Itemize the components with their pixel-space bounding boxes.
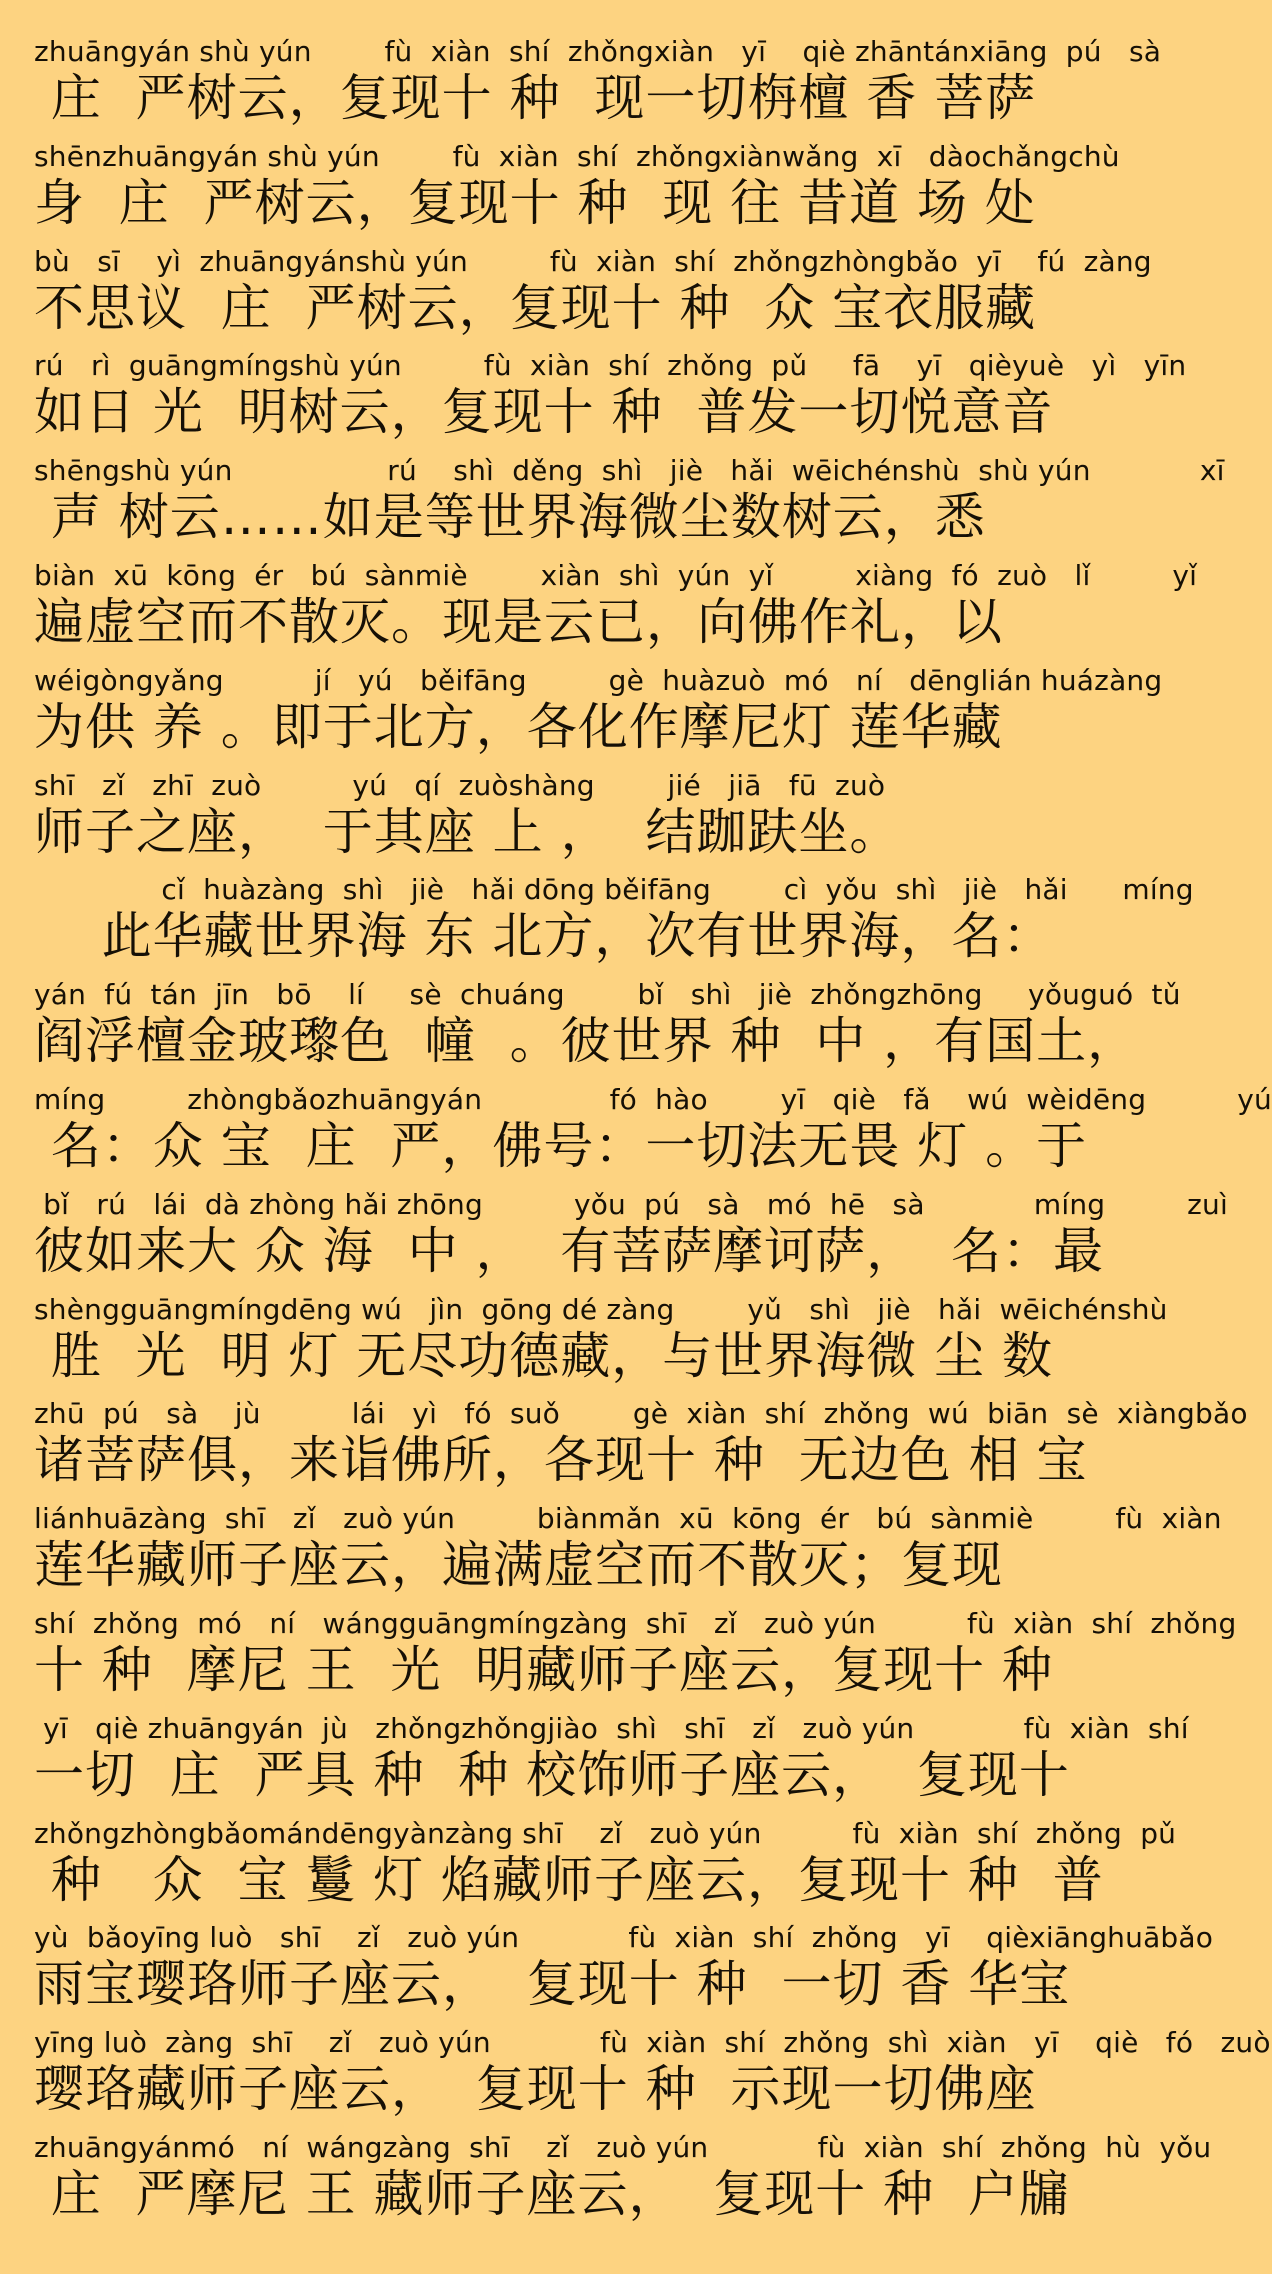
pinyin-line: bù sī yì zhuāngyánshù yún fù xiàn shí zhǒngzhòngbǎo yī fú zàng xyxy=(34,244,1152,278)
verse-line-8 xyxy=(34,768,1040,873)
verse-line-3 xyxy=(34,244,1152,349)
pinyin-line: shēngshù yún rú shì děng shì jiè hǎi wēichénshù shù yún xī xyxy=(34,454,1225,488)
hanzi-line: 一切 庄 严具 种 种 校饰师子座云， 复现十 xyxy=(34,1745,1070,1804)
pinyin-line: biàn xū kōng ér bú sànmiè xiàn shì yún yǐ xiàng fó zuò lǐ yǐ xyxy=(34,558,1198,592)
verse-line-1 xyxy=(34,34,1162,139)
hanzi-line: 璎珞藏师子座云， 复现十 种 示现一切佛座 xyxy=(34,2060,1037,2119)
verse-line-12 xyxy=(34,1187,1228,1292)
pinyin-line: cǐ huàzàng shì jiè hǎi dōng běifāng cì yǒu shì jiè hǎi míng xyxy=(34,873,1194,907)
pinyin-line: míng zhòngbǎozhuāngyán fó hào yī qiè fǎ wú wèidēng yú xyxy=(34,1082,1272,1116)
pinyin-line: shī zǐ zhī zuò yú qí zuòshàng jié jiā fū zuò xyxy=(34,768,886,802)
hanzi-line: 庄 严树云，复现十 种 现一切栴檀 香 菩萨 xyxy=(34,69,1037,127)
verse-line-7 xyxy=(34,663,1163,768)
verse-line-13 xyxy=(34,1292,1168,1397)
verse-line-9 xyxy=(34,872,1194,977)
pinyin-line: zhuāngyánmó ní wángzàng shī zǐ zuò yún fù xiàn shí zhǒng hù yǒu xyxy=(34,2130,1212,2164)
verse-line-5 xyxy=(34,453,1225,558)
hanzi-line: 雨宝璎珞师子座云， 复现十 种 一切 香 华宝 xyxy=(34,1955,1071,2014)
verse-line-14 xyxy=(34,1396,1248,1501)
hanzi-line: 名：众 宝 庄 严，佛号：一切法无畏 灯 。于 xyxy=(34,1116,1088,1175)
verse-line-2 xyxy=(34,139,1120,244)
verse-line-4 xyxy=(34,348,1187,453)
verse-line-10 xyxy=(34,977,1181,1082)
hanzi-line: 阎浮檀金玻瓈色 幢 。彼世界 种 中 ，有国土， xyxy=(34,1012,1139,1071)
hanzi-line: 为供 养 。即于北方，各化作摩尼灯 莲华藏 xyxy=(34,697,1003,756)
pinyin-line: yīng luò zàng shī zǐ zuò yún fù xiàn shí zhǒng shì xiàn yī qiè fó zuò xyxy=(34,2026,1271,2060)
verse-line-19 xyxy=(34,1920,1214,2025)
hanzi-line: 种 众 宝 鬘 灯 焰藏师子座云，复现十 种 普 xyxy=(34,1850,1104,1909)
pinyin-line: zhǒngzhòngbǎomándēngyànzàng shī zǐ zuò yún fù xiàn shí zhǒng pǔ xyxy=(34,1816,1177,1850)
pinyin-line: yī qiè zhuāngyán jù zhǒngzhǒngjiào shì shī zǐ zuò yún fù xiàn shí xyxy=(34,1711,1189,1745)
pinyin-line: wéigòngyǎng jí yú běifāng gè huàzuò mó ní dēnglián huázàng xyxy=(34,663,1163,697)
hanzi-line: 彼如来大 众 海 中 ， 有菩萨摩诃萨， 名：最 xyxy=(34,1221,1105,1280)
pinyin-line: yù bǎoyīng luò shī zǐ zuò yún fù xiàn shí zhǒng yī qièxiānghuābǎo xyxy=(34,1921,1214,1955)
pinyin-line: liánhuāzàng shī zǐ zuò yún biànmǎn xū kōng ér bú sànmiè fù xiàn xyxy=(34,1502,1222,1536)
verse-line-15 xyxy=(34,1501,1222,1606)
hanzi-line: 遍虚空而不散灭。现是云已，向佛作礼，以 xyxy=(34,592,1003,651)
verse-line-11 xyxy=(34,1082,1272,1187)
verse-line-20 xyxy=(34,2025,1271,2130)
hanzi-line: 莲华藏师子座云，遍满虚空而不散灭；复现 xyxy=(34,1536,1003,1595)
hanzi-line: 庄 严摩尼 王 藏师子座云， 复现十 种 户牖 xyxy=(34,2164,1070,2223)
hanzi-line: 声 树云……如是等世界海微尘数树云，悉 xyxy=(34,488,986,547)
pinyin-line: shí zhǒng mó ní wángguāngmíngzàng shī zǐ zuò yún fù xiàn shí zhǒng xyxy=(34,1606,1237,1640)
pinyin-line: zhū pú sà jù lái yì fó suǒ gè xiàn shí zhǒng wú biān sè xiàngbǎo xyxy=(34,1397,1248,1431)
pinyin-line: bǐ rú lái dà zhòng hǎi zhōng yǒu pú sà mó hē sà míng zuì xyxy=(34,1187,1228,1221)
pinyin-line: yán fú tán jīn bō lí sè chuáng bǐ shì jiè zhǒngzhōng yǒuguó tǔ xyxy=(34,978,1181,1012)
hanzi-line: 胜 光 明 灯 无尽功德藏，与世界海微 尘 数 xyxy=(34,1326,1054,1385)
pinyin-line: shēnzhuāngyán shù yún fù xiàn shí zhǒngxiànwǎng xī dàochǎngchù xyxy=(34,139,1120,173)
verse-line-21 xyxy=(34,2130,1212,2235)
verse-line-17 xyxy=(34,1711,1189,1816)
verse-line-6 xyxy=(34,558,1198,663)
hanzi-line: 十 种 摩尼 王 光 明藏师子座云，复现十 种 xyxy=(34,1640,1054,1699)
pinyin-line: rú rì guāngmíngshù yún fù xiàn shí zhǒng pǔ fā yī qièyuè yì yīn xyxy=(34,349,1187,383)
hanzi-line: 身 庄 严树云，复现十 种 现 往 昔道 场 处 xyxy=(34,173,1036,232)
hanzi-line: 不思议 庄 严树云，复现十 种 众 宝衣服藏 xyxy=(34,278,1037,337)
hanzi-line: 如日 光 明树云，复现十 种 普发一切悦意音 xyxy=(34,383,1054,442)
pinyin-line: zhuāngyán shù yún fù xiàn shí zhǒngxiàn yī qiè zhāntánxiāng pú sà xyxy=(34,35,1162,68)
verse-line-16 xyxy=(34,1606,1237,1711)
hanzi-line: 师子之座， 于其座 上 ， 结跏趺坐。 xyxy=(34,802,901,861)
verse-line-18 xyxy=(34,1816,1177,1921)
pinyin-line: shèngguāngmíngdēng wú jìn gōng dé zàng yǔ shì jiè hǎi wēichénshù xyxy=(34,1292,1168,1326)
hanzi-line: 此华藏世界海 东 北方，次有世界海，名： xyxy=(34,907,1054,966)
hanzi-line: 诸菩萨俱，来诣佛所，各现十 种 无边色 相 宝 xyxy=(34,1431,1088,1490)
